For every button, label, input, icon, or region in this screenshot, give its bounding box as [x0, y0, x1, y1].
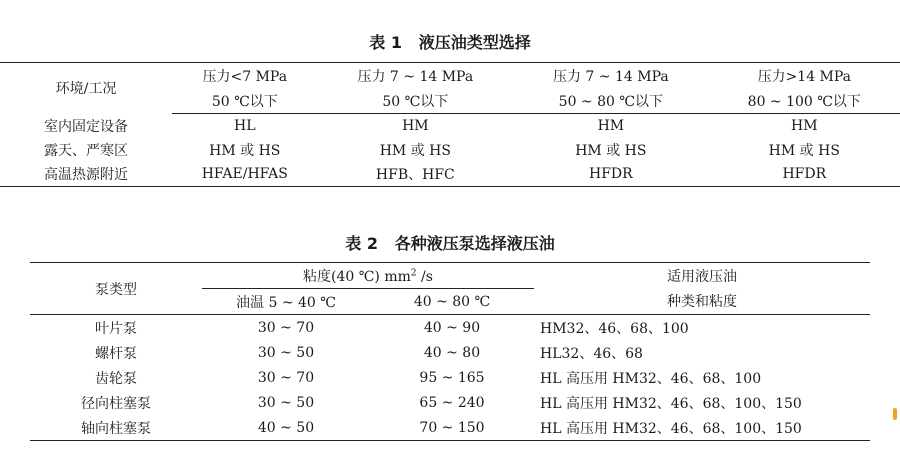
oil-cell: HM 或 HS	[768, 143, 840, 159]
col-temp: 50 ℃以下	[318, 88, 514, 114]
oil-cell: HM32、46、68、100	[540, 320, 689, 337]
env-cell: 露天、严寒区	[44, 143, 128, 159]
viscosity-header: 粘度(40 ℃) $mm^2$ /s	[202, 263, 534, 289]
oil-cell: HFDR	[589, 166, 633, 182]
env-cell: 高温热源附近	[44, 167, 128, 183]
pump-header: 泵类型	[30, 263, 202, 315]
table2-header-row	[30, 263, 870, 289]
pump-oil-table	[30, 262, 870, 441]
oil-cell: HM	[402, 118, 429, 134]
table1-caption: 表 1 液压油类型选择	[369, 33, 531, 52]
oil-type-table	[0, 62, 900, 187]
table-row	[30, 365, 870, 390]
oil-cell: HM 或 HS	[379, 143, 451, 159]
oil-cell: HL 高压用 HM32、46、68、100	[540, 370, 762, 387]
viscosity-cell: 30 ~ 50	[257, 344, 315, 361]
oil-cell: HL 高压用 HM32、46、68、100、150	[540, 395, 802, 412]
oil-cell: HM	[597, 118, 625, 134]
col-temp: 80 ~ 100 ℃以下	[709, 88, 900, 114]
viscosity-cell: 30 ~ 70	[257, 319, 315, 336]
col-pressure: 压力 7 ~ 14 MPa	[357, 68, 474, 85]
viscosity-sub-header: 40 ~ 80 ℃	[370, 289, 534, 315]
col-pressure: 压力<7 MPa	[202, 68, 288, 85]
edge-mark	[893, 408, 897, 420]
viscosity-cell: 40 ~ 80	[423, 344, 481, 361]
oil-header-line2: 种类和粘度	[534, 289, 870, 315]
viscosity-cell: 95 ~ 165	[419, 369, 485, 386]
table-row	[0, 162, 900, 187]
col-temp: 50 ~ 80 ℃以下	[513, 88, 709, 114]
table-row	[30, 415, 870, 441]
viscosity-cell: 40 ~ 90	[423, 319, 481, 336]
oil-cell: HM 或 HS	[209, 143, 281, 159]
col-pressure: 压力 7 ~ 14 MPa	[552, 68, 669, 85]
env-header: 环境/工况	[55, 81, 117, 98]
oil-cell: HM	[791, 118, 818, 134]
env-cell: 室内固定设备	[44, 118, 128, 135]
table-row	[30, 340, 870, 365]
viscosity-cell: 30 ~ 50	[257, 394, 315, 411]
oil-cell: HL	[234, 118, 256, 134]
viscosity-cell: 40 ~ 50	[257, 419, 315, 436]
viscosity-cell: 65 ~ 240	[419, 394, 485, 411]
pump-cell: 螺杆泵	[95, 345, 137, 362]
oil-cell: HFAE/HFAS	[201, 166, 288, 182]
table-row	[30, 390, 870, 415]
table-row	[30, 315, 870, 341]
viscosity-cell: 30 ~ 70	[257, 369, 315, 386]
col-pressure: 压力>14 MPa	[757, 68, 852, 85]
table-row	[0, 114, 900, 139]
oil-cell: HFB、HFC	[375, 167, 455, 183]
oil-cell: HL 高压用 HM32、46、68、100、150	[540, 420, 802, 437]
pump-cell: 轴向柱塞泵	[81, 420, 151, 437]
pump-cell: 齿轮泵	[95, 370, 137, 387]
col-temp: 50 ℃以下	[172, 88, 318, 114]
pump-cell: 径向柱塞泵	[81, 395, 151, 412]
pump-cell: 叶片泵	[95, 320, 137, 337]
table1-header-pressure-row	[0, 63, 900, 89]
viscosity-sub-header: 油温 5 ~ 40 ℃	[202, 289, 370, 315]
viscosity-cell: 70 ~ 150	[419, 419, 485, 436]
table2-caption: 表 2 各种液压泵选择液压油	[345, 234, 555, 253]
oil-cell: HFDR	[782, 166, 827, 182]
oil-cell: HL32、46、68	[540, 345, 643, 362]
oil-cell: HM 或 HS	[575, 143, 647, 159]
table-row	[0, 138, 900, 162]
oil-header-line1: 适用液压油	[667, 268, 737, 285]
